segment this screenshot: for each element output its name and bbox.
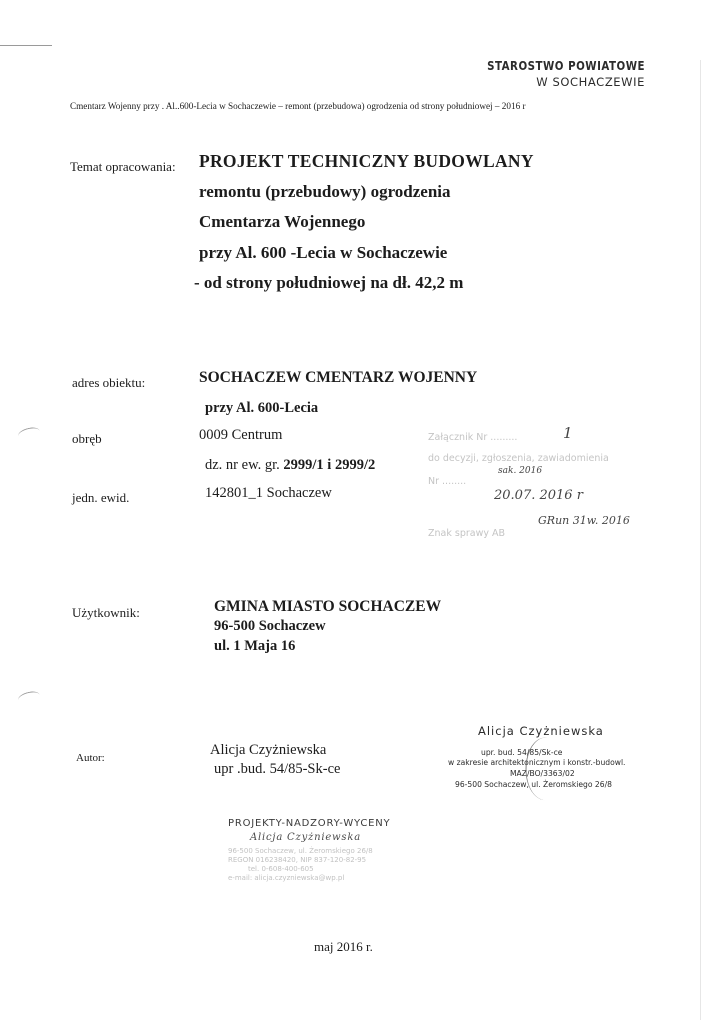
document-title — [194, 146, 534, 299]
approval-stamp-line3: Nr ........ — [428, 476, 467, 487]
document-date: maj 2016 r. — [314, 939, 373, 954]
plots-prefix: dz. nr ew. gr. — [205, 457, 280, 473]
user-postal: 96-500 Sochaczew — [214, 618, 326, 634]
margin-mark — [17, 690, 41, 706]
address-label: adres obiektu: — [72, 375, 146, 390]
approval-stamp-handwriting: sak. 2016 — [498, 466, 543, 476]
address-line1: SOCHACZEW CMENTARZ WOJENNY — [199, 369, 478, 386]
plots-value: 2999/1 i 2999/2 — [283, 457, 376, 473]
precinct-value: 0009 Centrum — [199, 427, 283, 443]
office-stamp-line2: W SOCHACZEWIE — [536, 75, 645, 89]
company-stamp-name: Alicja Czyżniewska — [250, 832, 361, 843]
approval-stamp-line1: Załącznik Nr ......... — [428, 432, 518, 443]
title-line: Cmentarza Wojennego — [199, 212, 366, 231]
company-stamp-header: PROJEKTY-NADZORY-WYCENY — [228, 818, 391, 829]
subject-label: Temat opracowania: — [70, 159, 176, 174]
user-label: Użytkownik: — [72, 605, 140, 620]
approval-stamp-line4: Znak sprawy AB — [428, 528, 506, 539]
precinct-label: obręb — [72, 431, 102, 446]
approval-stamp-line2: do decyzji, zgłoszenia, zawiadomienia — [428, 453, 609, 464]
approval-stamp-handwriting: GRun 31w. 2016 — [538, 514, 630, 527]
document-header: Cmentarz Wojenny przy . Al..600-Lecia w Sochaczewie – remont (przebudowa) ogrodzenia od strony południowej – 2016 r — [70, 101, 526, 111]
author-label: Autor: — [76, 752, 105, 764]
signature — [520, 735, 571, 803]
approval-stamp — [428, 424, 663, 542]
company-stamp-line: e-mail: alicja.czyzniewska@wp.pl — [228, 874, 345, 882]
title-line: PROJEKT TECHNICZNY BUDOWLANY — [199, 151, 534, 171]
author-stamp-line: MAZ/BO/3363/02 — [510, 769, 575, 778]
office-stamp — [430, 58, 645, 89]
address-line2: przy Al. 600-Lecia — [205, 400, 319, 416]
registry-unit-value: 142801_1 Sochaczew — [205, 485, 332, 501]
plot-numbers — [205, 457, 375, 474]
approval-stamp-handwriting: 20.07. 2016 r — [494, 488, 583, 503]
office-stamp-line1: STAROSTWO POWIATOWE — [487, 58, 645, 73]
title-line: remontu (przebudowy) ogrodzenia — [199, 181, 451, 201]
user-street: ul. 1 Maja 16 — [214, 638, 296, 654]
author-name: Alicja Czyżniewska — [210, 742, 327, 758]
company-stamp-line: REGON 016238420, NIP 837-120-82-95 — [228, 856, 367, 864]
author-stamp-line: 96-500 Sochaczew, ul. Żeromskiego 26/8 — [455, 780, 612, 789]
author-stamp-name: Alicja Czyżniewska — [478, 724, 604, 738]
company-stamp-line: tel. 0-608-400-605 — [248, 865, 314, 873]
author-stamp-line: upr. bud. 54/85/Sk-ce — [481, 748, 563, 757]
author-stamp-line: w zakresie architektonicznym i konstr.-budowl. — [448, 758, 626, 767]
margin-mark — [17, 426, 41, 442]
company-stamp-line: 96-500 Sochaczew, ul. Żeromskiego 26/8 — [228, 847, 373, 855]
approval-stamp-handwriting: 1 — [563, 424, 573, 442]
author-license: upr .bud. 54/85-Sk-ce — [214, 761, 341, 777]
user-name: GMINA MIASTO SOCHACZEW — [214, 598, 442, 615]
registry-unit-label: jedn. ewid. — [72, 490, 130, 505]
page-edge — [700, 60, 701, 1020]
title-line: przy Al. 600 -Lecia w Sochaczewie — [199, 242, 448, 262]
top-rule — [0, 45, 52, 46]
title-line: - od strony południowej na dł. 42,2 m — [194, 273, 464, 292]
